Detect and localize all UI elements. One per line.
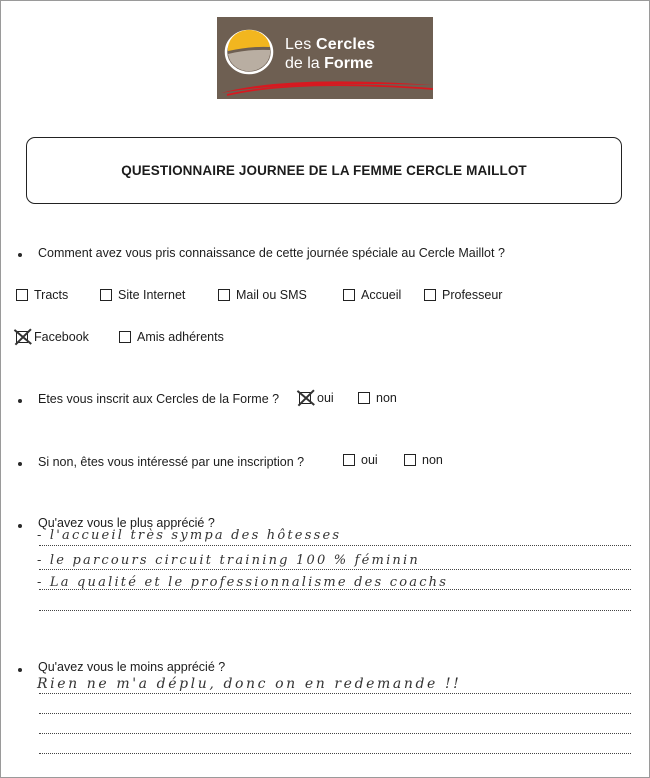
checkbox-box[interactable] xyxy=(358,392,370,404)
checkbox-site-internet[interactable] xyxy=(100,288,185,302)
handwritten-answer: - La qualité et le professionnalisme des coachs xyxy=(37,575,449,590)
checkbox-label: Site Internet xyxy=(118,288,186,302)
checkbox-label: non xyxy=(376,391,397,405)
checkbox-box-checked[interactable] xyxy=(16,331,28,343)
bullet xyxy=(18,462,22,466)
answer-line[interactable] xyxy=(39,569,631,570)
checkbox-box[interactable] xyxy=(16,289,28,301)
checkbox-label: oui xyxy=(317,391,334,405)
checkbox-interesse-non[interactable] xyxy=(404,453,443,467)
checkbox-label: Mail ou SMS xyxy=(236,288,307,302)
answer-line[interactable] xyxy=(39,589,631,590)
handwritten-answer: - l'accueil très sympa des hôtesses xyxy=(37,528,342,543)
checkbox-professeur[interactable] xyxy=(424,288,502,302)
checkbox-amis-adherents[interactable] xyxy=(119,330,224,344)
question-4-text: Qu'avez vous le plus apprécié ? xyxy=(38,516,215,530)
checkbox-label: Professeur xyxy=(442,288,503,302)
title-box xyxy=(26,137,622,204)
handwritten-answer: - le parcours circuit training 100 % féminin xyxy=(37,553,420,568)
checkbox-box[interactable] xyxy=(404,454,416,466)
answer-line[interactable] xyxy=(39,610,631,611)
checkbox-mail-sms[interactable] xyxy=(218,288,307,302)
checkbox-box[interactable] xyxy=(424,289,436,301)
checkbox-label: Tracts xyxy=(34,288,69,302)
question-1-text: Comment avez vous pris connaissance de cette journée spéciale au Cercle Maillot ? xyxy=(38,246,505,260)
checkbox-interesse-oui[interactable] xyxy=(343,453,378,467)
checkbox-label: oui xyxy=(361,453,378,467)
checkbox-box[interactable] xyxy=(343,454,355,466)
checkbox-label: Amis adhérents xyxy=(137,330,224,344)
logo-line-2: de la Forme xyxy=(285,55,374,72)
bullet xyxy=(18,668,22,672)
answer-line[interactable] xyxy=(39,733,631,734)
bullet xyxy=(18,399,22,403)
checkbox-box[interactable] xyxy=(218,289,230,301)
sun-logo-icon xyxy=(223,27,279,77)
bullet xyxy=(18,253,22,257)
checkbox-box[interactable] xyxy=(100,289,112,301)
checkbox-label: Facebook xyxy=(34,330,89,344)
checkbox-box[interactable] xyxy=(119,331,131,343)
answer-line[interactable] xyxy=(39,545,631,546)
question-2-text: Etes vous inscrit aux Cercles de la Forme ? xyxy=(38,392,280,406)
red-swoosh-icon xyxy=(217,73,433,99)
logo-line-1: Les Cercles xyxy=(285,36,376,53)
question-5-text: Qu'avez vous le moins apprécié ? xyxy=(38,660,226,674)
page-title: QUESTIONNAIRE JOURNEE DE LA FEMME CERCLE MAILLOT xyxy=(121,163,527,178)
answer-line[interactable] xyxy=(39,753,631,754)
handwritten-answer: Rien ne m'a déplu, donc on en redemande !! xyxy=(37,676,462,692)
checkbox-box[interactable] xyxy=(343,289,355,301)
bullet xyxy=(18,524,22,528)
checkbox-label: Accueil xyxy=(361,288,402,302)
checkbox-inscrit-oui[interactable] xyxy=(299,391,334,405)
checkbox-inscrit-non[interactable] xyxy=(358,391,397,405)
checkbox-facebook[interactable] xyxy=(16,330,89,344)
question-3-text: Si non, êtes vous intéressé par une inscription ? xyxy=(38,455,305,469)
answer-line[interactable] xyxy=(39,693,631,694)
cercles-de-la-forme-logo xyxy=(217,17,433,99)
answer-line[interactable] xyxy=(39,713,631,714)
checkbox-tracts[interactable] xyxy=(16,288,68,302)
checkbox-accueil[interactable] xyxy=(343,288,401,302)
checkbox-label: non xyxy=(422,453,443,467)
checkbox-box-checked[interactable] xyxy=(299,392,311,404)
